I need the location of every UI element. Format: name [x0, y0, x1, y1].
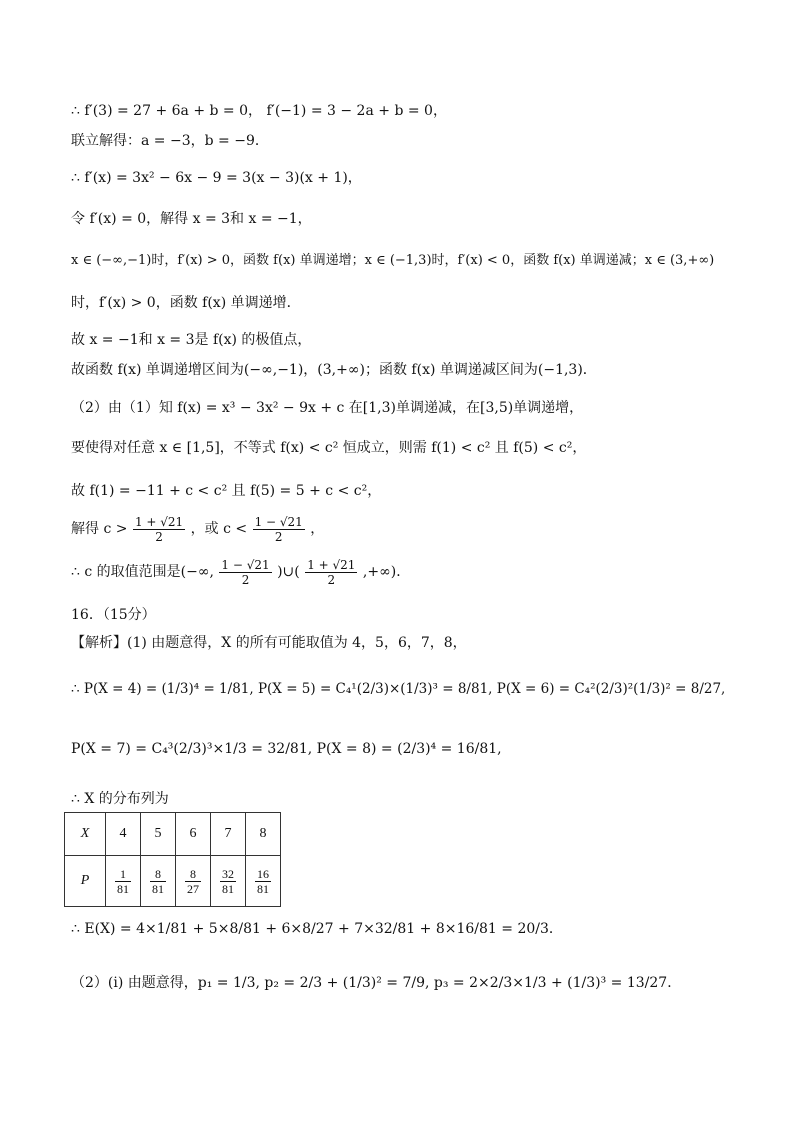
table-header-p: P: [65, 856, 106, 907]
line-solve-ab: 联立解得：a = −3，b = −9．: [71, 133, 269, 149]
table-cell-p: $\frac{8}{81}$: [141, 856, 176, 907]
table-cell-x: 6: [176, 813, 211, 856]
distribution-table: [64, 812, 281, 907]
line-range-c: ∴ c 的取值范围是(−∞, $\frac{1 - √21}{2}$ )∪( $\frac{1 + √21}{2}$ ,+∞)．: [71, 557, 411, 587]
formula-probabilities-7-8: P(X = 7) = C₄³(2/3)³×1/3 = 32/81, P(X = 8) = (2/3)⁴ = 16/81,: [71, 741, 502, 757]
line-part2: （2）由（1）知 f(x) = x³ − 3x² − 9x + c 在[1,3)单调递减，在[3,5)单调递增，: [71, 400, 584, 416]
table-cell-p: $\frac{1}{81}$: [106, 856, 141, 907]
line-possible-values: 【解析】(1) 由题意得，X 的所有可能取值为 4，5，6，7，8，: [71, 635, 467, 651]
table-cell-x: 5: [141, 813, 176, 856]
table-cell-x: 7: [211, 813, 246, 856]
derivative-at-3: ∴ f′(3) = 27 + 6a + b = 0，: [71, 103, 263, 119]
formula-part2-probabilities: （2）(ⅰ) 由题意得，p₁ = 1/3, p₂ = 2/3 + (1/3)² = 7/9, p₃ = 2×2/3×1/3 + (1/3)³ = 13/27．: [71, 975, 682, 991]
line-extrema: 故 x = −1和 x = 3是 f(x) 的极值点，: [71, 332, 312, 348]
table-cell-x: 4: [106, 813, 141, 856]
fraction-range-upper: $\frac{1 + √21}{2}$: [307, 557, 356, 587]
formula-expectation: ∴ E(X) = 4×1/81 + 5×8/81 + 6×8/27 + 7×32/81 + 8×16/81 = 20/3．: [71, 921, 563, 937]
formula-probabilities-4-6: ∴ P(X = 4) = (1/3)⁴ = 1/81, P(X = 5) = C₄¹(2/3)×(1/3)³ = 8/81, P(X = 6) = C₄²(2/3)²(1/3)² = 8/27,: [71, 681, 726, 697]
line-distribution-title: ∴ X 的分布列为: [71, 791, 169, 807]
line-derivative-expression: ∴ f′(x) = 3x² − 6x − 9 = 3(x − 3)(x + 1)，: [71, 170, 362, 186]
table-cell-p: $\frac{32}{81}$: [211, 856, 246, 907]
table-row-p: [65, 856, 281, 907]
fraction-lower-root: $\frac{1 - √21}{2}$: [254, 514, 303, 544]
line-solution-c: 解得 c > $\frac{1 + √21}{2}$ ，或 c < $\frac{1 - √21}{2}$ ，: [71, 514, 325, 544]
fraction-range-lower: $\frac{1 - √21}{2}$: [221, 557, 270, 587]
derivative-at-minus-1: f′(−1) = 3 − 2a + b = 0，: [266, 103, 447, 119]
table-row-x: [65, 813, 281, 856]
line-roots: 令 f′(x) = 0，解得 x = 3和 x = −1，: [71, 211, 312, 227]
table-cell-x: 8: [246, 813, 281, 856]
table-cell-p: $\frac{16}{81}$: [246, 856, 281, 907]
line-intervals: 故函数 f(x) 单调递增区间为(−∞,−1)，(3,+∞)；函数 f(x) 单调递减区间为(−1,3)．: [71, 362, 597, 378]
table-header-x: X: [65, 813, 106, 856]
line-monotonicity: x ∈ (−∞,−1)时，f′(x) > 0，函数 f(x) 单调递增；x ∈ (−1,3)时，f′(x) < 0，函数 f(x) 单调递减；x ∈ (3,+∞): [71, 253, 715, 268]
line-condition: 要使得对任意 x ∈ [1,5]，不等式 f(x) < c² 恒成立，则需 f(1) < c² 且 f(5) < c²，: [71, 440, 587, 456]
fraction-upper-root: $\frac{1 + √21}{2}$: [134, 514, 184, 544]
line-derivative-conditions: [71, 100, 754, 122]
table-cell-p: $\frac{8}{27}$: [176, 856, 211, 907]
question-16-heading: 16．（15分）: [71, 607, 156, 623]
line-inequalities: 故 f(1) = −11 + c < c² 且 f(5) = 5 + c < c²，: [71, 483, 382, 499]
line-monotonicity-cont: 时，f′(x) > 0，函数 f(x) 单调递增．: [71, 295, 301, 311]
